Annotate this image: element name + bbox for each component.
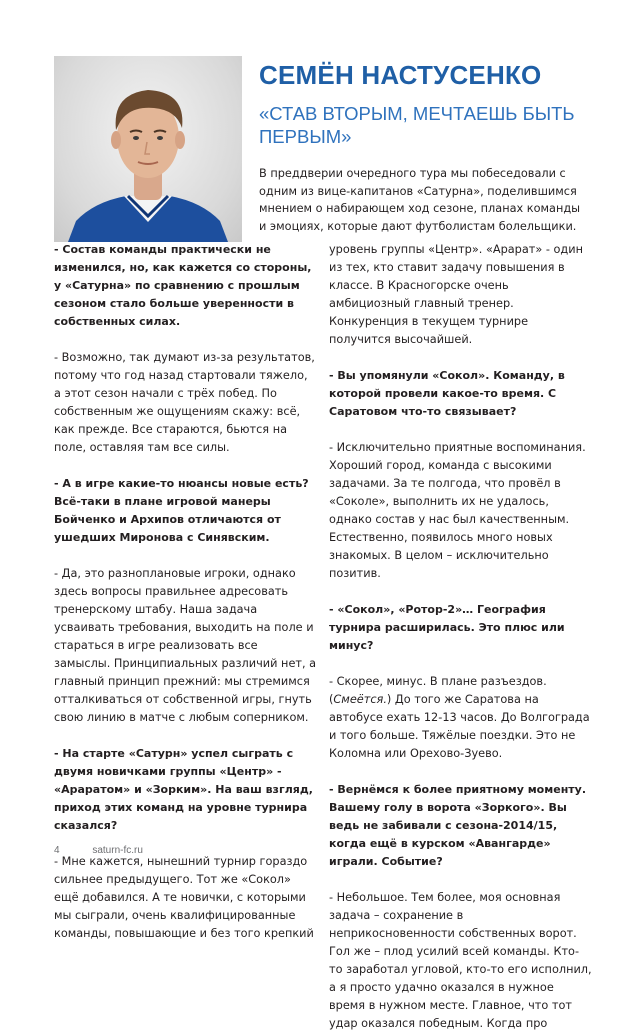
answer-5 xyxy=(329,673,592,763)
question-4: - Вы упомянули «Сокол». Команду, в которой провели какое-то время. С Саратовом что-то связывает? xyxy=(329,369,565,418)
question-1: - Состав команды практически не изменился, но, как кажется со стороны, у «Сатурна» по сравнению с прошлым сезоном стало больше уверенности в собственных силах. xyxy=(54,243,312,328)
article-title: СЕМЁН НАСТУСЕНКО xyxy=(259,60,542,90)
player-portrait-illustration xyxy=(54,56,242,242)
answer-4: - Исключительно приятные воспоминания. Хороший город, команда с высокими задачами. За те полгода, что провёл в «Соколе», выполнить их не удалось, однако состав у нас был качественным. Естественно, появилось много новых знакомых. В целом – исключительно позитив. xyxy=(329,441,586,580)
question-3: - На старте «Сатурн» успел сыграть с двумя новичками группы «Центр» - «Араратом» и «Зорким». На ваш взгляд, приход этих команд на уровне турнира сказался? xyxy=(54,747,313,832)
question-2: - А в игре какие-то нюансы новые есть? Всё-таки в плане игровой манеры Бойченко и Архипов отличаются от ушедших Миронова с Синявским. xyxy=(54,477,309,544)
right-column xyxy=(329,241,592,1033)
answer-5-end: ) До того же Саратова на автобусе ехать 12-13 часов. До Волгограда и того больше. Тяжёлые поездки. Это не Коломна или Орехово-Зуево. xyxy=(329,693,590,760)
answer-5-laugh: Смеётся. xyxy=(333,693,387,706)
question-5: - «Сокол», «Ротор-2»… География турнира расширилась. Это плюс или минус? xyxy=(329,603,565,652)
article-intro: В преддверии очередного тура мы побеседовали с одним из вице-капитанов «Сатурна», поделившимся мнением о набирающем ход сезоне, планах команды и эмоциях, которые дают футболистам болельщики. xyxy=(259,167,581,233)
question-6: - Вернёмся к более приятному моменту. Вашему голу в ворота «Зоркого». Вы ведь не забивали с сезона-2014/15, когда ещё в курском «Авангарде» играли. Событие? xyxy=(329,783,587,868)
footer-site-link[interactable]: saturn-fc.ru xyxy=(92,845,143,856)
answer-5-start: - Скорее, минус. В плане разъездов. ( xyxy=(329,675,547,706)
page-number: 4 xyxy=(54,845,60,856)
answer-1: - Возможно, так думают из-за результатов, потому что год назад стартовали тяжело, а этот сезон начали с трёх побед. По собственным же ощущениям скажу: всё, как прежде. Все стараются, бьются на поле, оставляя там все силы. xyxy=(54,351,315,454)
article-quote-headline: «СТАВ ВТОРЫМ, МЕЧТАЕШЬ БЫТЬ ПЕРВЫМ» xyxy=(259,103,575,147)
player-portrait xyxy=(54,56,242,242)
page-footer xyxy=(54,845,143,856)
answer-3: - Мне кажется, нынешний турнир гораздо сильнее предыдущего. Тот же «Сокол» ещё добавился. А те новички, с которыми мы сыграли, очень квалифицированные команды, повышающие и без того крепкий xyxy=(54,855,314,940)
answer-2: - Да, это разноплановые игроки, однако здесь вопросы правильнее адресовать тренерскому штабу. Наша задача усваивать требования, выходить на поле и стараться в игре реализовать все замыслы. Принципиальных различий нет, а главный принцип прежний: мы стремимся отталкиваться от собственной игры, гнуть свою линию в матче с любым соперником. xyxy=(54,567,317,724)
answer-3-continued: уровень группы «Центр». «Арарат» - один из тех, кто ставит задачу повышения в классе. В Красногорске очень амбициозный главный тренер. Конкуренция в текущем турнире получится высочайшей. xyxy=(329,243,583,346)
answer-6: - Небольшое. Тем более, моя основная задача – сохранение в неприкосновенности собственных ворот. Гол же – плод усилий всей команды. Кто-то заработал угловой, кто-то его исполнил, а я просто удачно оказался в нужное время в нужном месте. Главное, что тот удар оказался победным. Когда про xyxy=(329,891,592,1030)
left-column xyxy=(54,241,317,943)
